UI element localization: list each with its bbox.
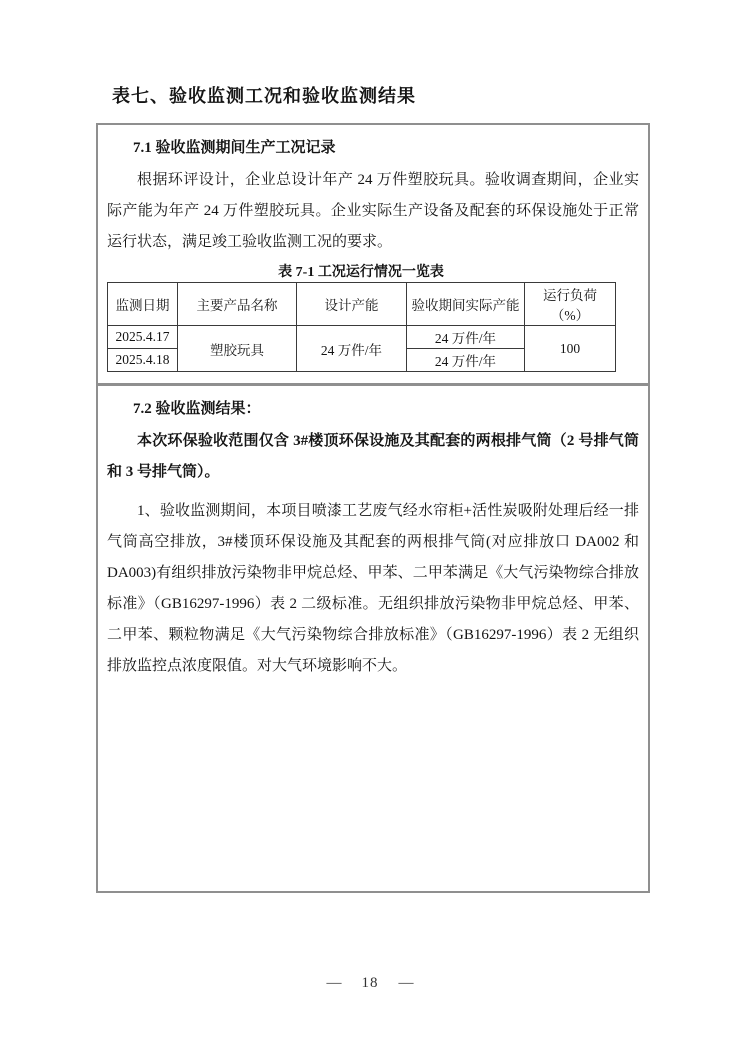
cell-design-capacity: 24 万件/年 <box>297 326 407 372</box>
cell-date-2: 2025.4.18 <box>108 349 178 372</box>
header-operating-load-line1: 运行负荷 <box>543 288 597 303</box>
table-7-1-caption: 表 7-1 工况运行情况一览表 <box>278 265 444 280</box>
header-design-capacity: 设计产能 <box>297 283 407 326</box>
section-7-2-scope-paragraph: 本次环保验收范围仅含 3#楼顶环保设施及其配套的两根排气筒（2 号排气筒和 3 号排气筒）。 <box>107 433 639 480</box>
section-7-2 <box>96 384 650 893</box>
section-7-1-paragraph: 根据环评设计，企业总设计年产 24 万件塑胶玩具。验收调查期间，企业实际产能为年产 24 万件塑胶玩具。企业实际生产设备及配套的环保设施处于正常运行状态，满足竣工验收监测工况的要求。 <box>107 172 639 250</box>
cell-load-percent: 100 <box>525 326 616 372</box>
section-7-2-heading: 7.2 验收监测结果： <box>133 401 261 417</box>
section-7-1-heading: 7.1 验收监测期间生产工况记录 <box>133 140 336 156</box>
cell-date-1: 2025.4.17 <box>108 326 178 349</box>
page-footer <box>0 975 740 992</box>
section-7-2-result-paragraph: 1、验收监测期间，本项目喷漆工艺废气经水帘柜+活性炭吸附处理后经一排气筒高空排放，3#楼顶环保设施及其配套的两根排气筒(对应排放口 DA002 和 DA003)有组织排放污染物非甲烷总烃、甲苯、二甲苯满足《大气污染物综合排放标准》（GB16297-1996）表 2 二级标准。无组织排放污染物非甲烷总烃、甲苯、二甲苯、颗粒物满足《大气污染物综合排放标准》（GB16297-1996）表 2 无组织排放监控点浓度限值。对大气环境影响不大。 <box>107 503 639 674</box>
cell-actual-capacity-1: 24 万件/年 <box>407 326 525 349</box>
header-operating-load <box>525 283 616 326</box>
footer-dash-right: — <box>398 975 414 991</box>
table-header-row <box>108 283 616 326</box>
table-7-1 <box>107 282 616 372</box>
page-title: 表七、验收监测工况和验收监测结果 <box>112 86 416 106</box>
header-monitor-date: 监测日期 <box>108 283 178 326</box>
cell-actual-capacity-2: 24 万件/年 <box>407 349 525 372</box>
section-7-1 <box>96 123 650 385</box>
header-main-product: 主要产品名称 <box>178 283 297 326</box>
cell-product: 塑胶玩具 <box>178 326 297 372</box>
page-number: 18 <box>361 975 379 991</box>
header-actual-capacity: 验收期间实际产能 <box>407 283 525 326</box>
header-operating-load-line2: （%） <box>550 308 590 323</box>
footer-dash-left: — <box>326 975 342 991</box>
table-row <box>108 326 616 349</box>
